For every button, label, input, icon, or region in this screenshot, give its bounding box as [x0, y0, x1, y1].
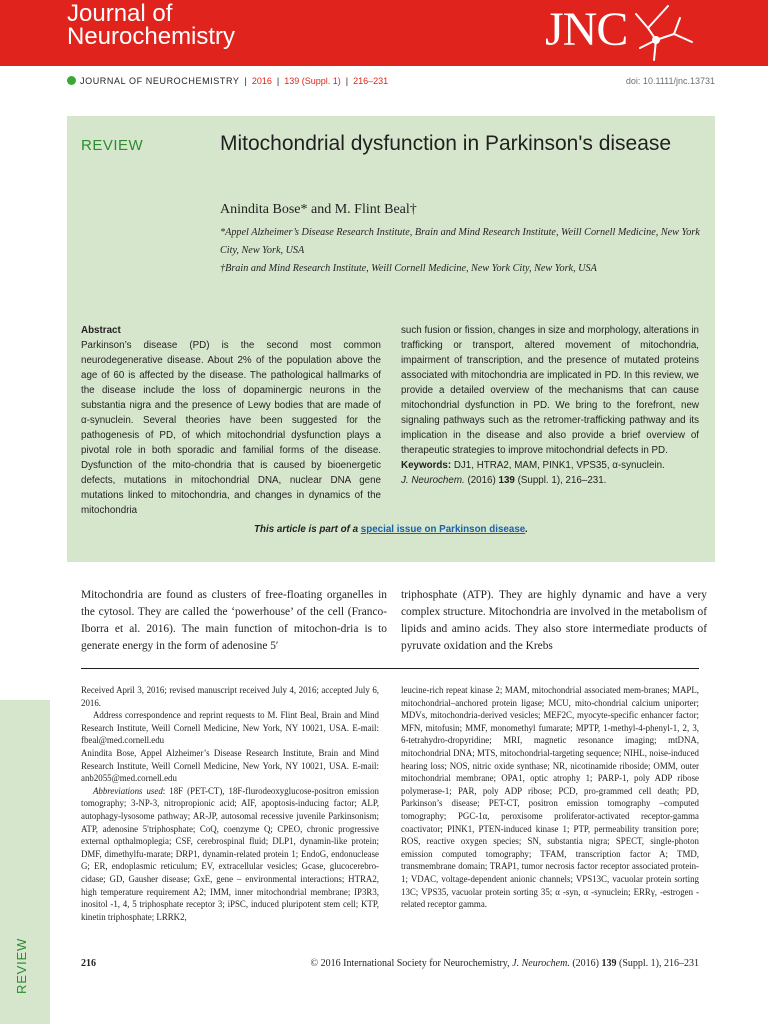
special-issue-note: This article is part of a special issue on Parkinson disease.	[254, 524, 528, 535]
doi[interactable]: doi: 10.1111/jnc.13731	[625, 76, 715, 86]
abstract-text-left: Parkinson’s disease (PD) is the second most common neurodegenerative disease. About 2% of the population above the age of 60 is affected by the disease. The pathological hallmarks of the disease include the loss of dopaminergic neurons in the substantia nigra and the presence of Lewy bodies that are made of α-synuclein. Several theories have been suggested for the pathogenesis of PD, of which mitochondrial dysfunction plays a pivotal role in both sporadic and familial forms of the disease. Dysfunction of the mito-chondria that is caused by bioenergetic defects, mutations in mitochondrial DNA, nuclear DNA gene mutations linked to mitochondria, and changes in dynamics of the mitochondria	[81, 340, 381, 516]
correspondence: Address correspondence and reprint requests to M. Flint Beal, Brain and Mind Research Institute, Weill Cornell Medicine, New York, NY 10021, USA. E-mail: fbeal@med.cornell.edu	[81, 710, 379, 746]
journal-banner	[0, 0, 768, 66]
side-tab-label: REVIEW	[14, 937, 29, 994]
footnotes-left	[81, 684, 379, 923]
page-footer	[81, 958, 699, 969]
abstract-right-column	[401, 323, 699, 488]
article-title: Mitochondrial dysfunction in Parkinson's disease	[220, 132, 672, 155]
jnc-logo: JNC	[545, 3, 628, 56]
neuron-logo-icon	[618, 0, 708, 66]
green-dot-icon	[67, 76, 76, 85]
running-head: JOURNAL OF NEUROCHEMISTRY | 2016 | 139 (Suppl. 1) | 216–231 doi: 10.1111/jnc.13731	[67, 76, 715, 86]
article-type: REVIEW	[81, 137, 144, 154]
copyright: © 2016 International Society for Neurochemistry, J. Neurochem. (2016) 139 (Suppl. 1), 216–231	[310, 958, 699, 969]
affiliations: *Appel Alzheimer’s Disease Research Institute, Brain and Mind Research Institute, Weill Cornell Medicine, New York City, New York, USA †Brain and Mind Research Institute, Weill Cornell Medicine, New York City, New York, USA	[220, 227, 700, 274]
received-dates: Received April 3, 2016; revised manuscript received July 4, 2016; accepted July 6, 2016.	[81, 685, 379, 708]
abstract-heading: Abstract	[81, 325, 121, 336]
body-text-left: Mitochondria are found as clusters of free-floating organelles in the cytosol. They are called the ‘powerhouse’ of the cell (Franco-Iborra et al. 2016). The main function of mitochon-dria is to generate energy in the form of adenosine 5′	[81, 589, 387, 652]
page-number: 216	[81, 958, 96, 969]
keywords: Keywords: DJ1, HTRA2, MAM, PINK1, VPS35, α-synuclein.	[401, 460, 665, 471]
second-author-address: Anindita Bose, Appel Alzheimer’s Disease Research Institute, Brain and Mind Research Institute, Weill Cornell Medicine, New York, NY 10021, USA. E-mail: anb2055@med.cornell.edu	[81, 747, 379, 784]
body-text-right: triphosphate (ATP). They are highly dynamic and have a very complex structure. Mitochondria are involved in the metabolism of lipids and amino acids. They also store intermediate products of pyruvate oxidation and the Krebs	[401, 589, 707, 652]
authors: Anindita Bose* and M. Flint Beal†	[220, 202, 417, 217]
special-issue-link[interactable]: special issue on Parkinson disease	[360, 524, 526, 535]
side-tab	[0, 700, 50, 1024]
abstract-left-column	[81, 323, 381, 518]
citation: J. Neurochem. (2016) 139 (Suppl. 1), 216–231.	[401, 475, 607, 486]
abstract-text-right: such fusion or fission, changes in size and morphology, alterations in trafficking or transport, altered movement of mitochondria, impairment of transcription, and the presence of mutated proteins associated with mitochondria are implicated in PD. In this review, we provide a detailed overview of the mechanisms that can cause mitochondrial dysfunction in PD. We bring to the forefront, new signaling pathways such as the retromer-trafficking pathway and its implication in the disease and also provide a brief overview of therapeutic strategies to improve mitochondrial defects in PD.	[401, 325, 699, 456]
abbreviations-left: Abbreviations used: 18F (PET-CT), 18F-flurodeoxyglucose-positron emission tomography; 3-NP-3, nitropropionic acid; AIF, apoptosis-inducing factor; ALP, autophagy-lysosome pathway; AR-JP, autosomal recessive juvenile Parkinsonism; ATP, adenosine 5′triphosphate; CoQ, coenzyme Q; CPEO, chronic progressive external opthalmoplegia; CSF, cerebrospinal fluid; DLP1, dynamin-like protein; DMF, dimethylfu-marate; DRP1, dynamin-related protein 1; EndoG, endonuclease G; ER, endoplasmic reticulum; EV, extracellular vesicles; Gcase, glucocerebro-cidase; GD, Gausher disease; GxE, gene – environmental interactions; HTRA2, high temperature requirement A2; IMM, inner mitochondrial membrane; IP3R3, inositol -1, 4, 5 triphosphate receptor 3; iPSC, induced pluripotent stem cell; KTP, kinetin triphosphate; LRRK2,	[81, 785, 379, 922]
footnote-divider	[81, 668, 699, 669]
footnotes-right	[401, 684, 699, 911]
journal-name: Journal of Neurochemistry	[67, 0, 236, 50]
abbreviations-right: leucine-rich repeat kinase 2; MAM, mitochondrial associated mem-branes; MAPL, mitochondrial–anchored protein ligase; MCU, mito-chondrial calcium uniporter; MDVs, mitochondria-derived vesicles; MEF2C, myocyte-specific enhancer factor; MFN, mitofusin; MMF, monomethyl fumarate; MPTP, 1-methyl-4-phenyl-1, 2, 3, 6-tetrahydro-dropyridine; MRI, magnetic resonance imaging; mtDNA, mitochondrial DNA; MTS, mitochondrial-targeting sequence; NIHL, noise-induced hearing loss; NOS, nitric oxide synthase; NR, nicotinamide riboside; OMM, outer mitochondrial membrane; OPA1, optic atrophy 1; PARP-1, poly ADP ribose polymerase-1; PAR, poly ADP ribose; PCD, pro-grammed cell death; PD, Parkinson’s disease; PET-CT, positron emission tomography –computed tomography; PGC-1α, peroxisome proliferator-activated receptor-gamma coactivator; PINK1, PTEN-induced kinase 1; PTP, permeability transition pore; ROS, reactive oxygen species; SN, substantia nigra; SPECT, single-photon emission computed tomography; TFAM, transcription factor A; TMD, transmembrane domain; TRAP1, tumor necrosis factor receptor associated protein-1; VDAC, voltage-dependent anionic channels; VPS13C, vacuolar protein sorting 13C; VPS35, vacuolar protein sorting 35; α -syn, α -synuclein; ERRγ, -estrogen -related receptor gamma.	[401, 685, 699, 910]
